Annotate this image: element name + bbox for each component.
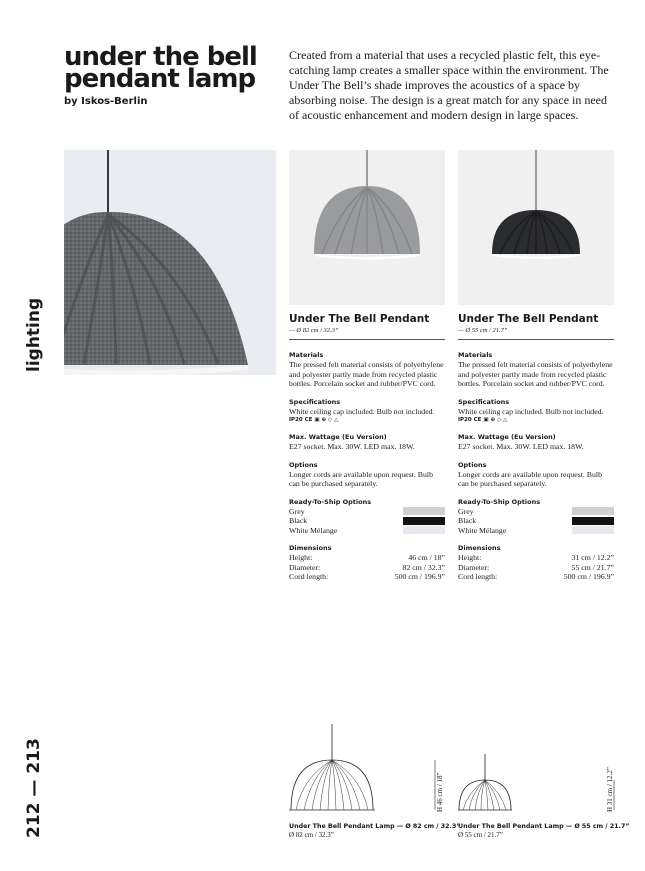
page-numbers: 212 — 213 — [24, 738, 44, 838]
dim-value: 46 cm / 18” — [408, 553, 445, 562]
drawing-caption-sub: Ø 55 cm / 21.7” — [458, 831, 503, 839]
dim-label: Diameter: — [289, 562, 321, 572]
intro-paragraph: Created from a material that uses a recycled plastic felt, this eye-catching lamp creates a smaller space within the environment. The Under The Bell’s shade improves the acoustics of a space by absorbing noise. The design is a great match for any space in need of acoustic enhancement and modern design in large spaces. — [289, 48, 609, 122]
line-drawing-82cm — [289, 722, 439, 814]
option-white-melange — [289, 526, 445, 536]
wattage-text: E27 socket. Max. 30W. LED max. 18W. — [458, 442, 584, 451]
drawing-caption-title: Under The Bell Pendant Lamp — Ø 55 cm / 21.7” — [458, 823, 630, 830]
page-title — [64, 42, 257, 94]
option-label: Black — [289, 516, 308, 525]
specifications-text: White ceiling cap included. Bulb not included. — [289, 406, 435, 416]
drawing-caption-82cm — [289, 822, 461, 840]
option-black — [458, 516, 614, 526]
drawing-caption-title: Under The Bell Pendant Lamp — Ø 82 cm / 32.3” — [289, 823, 461, 830]
dim-value: 55 cm / 21.7” — [571, 562, 614, 572]
specifications-text: White ceiling cap included. Bulb not included. — [458, 406, 604, 416]
materials-text: The pressed felt material consists of polyethylene and polyester partly made from recycled plastic bottles. Porcelain socket and rubber/PVC cord. — [458, 360, 613, 388]
option-label: Black — [458, 516, 477, 525]
option-label: Grey — [458, 506, 474, 516]
drawing-height-label: H 31 cm / 12.2” — [606, 767, 614, 812]
grey-lamp-closeup-image — [64, 150, 276, 375]
white-melange-swatch — [403, 526, 445, 534]
dimension-row-diameter — [289, 563, 445, 573]
dim-label: Height: — [289, 553, 313, 562]
dim-label: Cord length: — [458, 572, 498, 581]
line-drawing-55cm — [458, 752, 618, 814]
black-pendant-photo — [458, 150, 614, 305]
product-name: Under The Bell Pendant — [289, 313, 430, 325]
black-swatch — [572, 517, 614, 525]
option-white-melange — [458, 526, 614, 536]
dim-label: Cord length: — [289, 572, 329, 581]
option-label: Grey — [289, 506, 305, 516]
dim-value: 31 cm / 12.2” — [571, 553, 614, 562]
white-melange-swatch — [572, 526, 614, 534]
option-label: White Mélange — [458, 525, 507, 535]
dimension-row-height — [458, 553, 614, 563]
option-black — [289, 516, 445, 526]
grey-swatch — [572, 507, 614, 515]
grey-swatch — [403, 507, 445, 515]
product-dimension: — Ø 82 cm / 32.3” — [289, 327, 339, 334]
product-dimension: — Ø 55 cm / 21.7” — [458, 327, 508, 334]
materials-heading: Materials — [458, 351, 493, 359]
dim-value: 82 cm / 32.3” — [402, 562, 445, 572]
certification-icons: IP20 CE ▣ ⊕ ◇ △ — [289, 417, 339, 423]
title-line-2: pendant lamp — [64, 64, 256, 94]
options-text: Longer cords are available upon request. Bulb can be purchased separately. — [289, 469, 433, 488]
ready-to-ship-heading: Ready-To-Ship Options — [289, 497, 372, 506]
materials-heading: Materials — [289, 351, 324, 359]
option-grey — [458, 507, 614, 517]
hero-lamp-photo — [64, 150, 276, 375]
dimension-row-height — [289, 553, 445, 563]
materials-text: The pressed felt material consists of polyethylene and polyester partly made from recycled plastic bottles. Porcelain socket and rubber/PVC cord. — [289, 360, 444, 388]
dimension-row-cord — [289, 572, 445, 582]
grey-pendant-photo — [289, 150, 445, 305]
options-text: Longer cords are available upon request. Bulb can be purchased separately. — [458, 469, 602, 488]
dimensions-heading: Dimensions — [289, 544, 332, 552]
drawing-height-label: H 46 cm / 18” — [436, 772, 444, 812]
certification-icons: IP20 CE ▣ ⊕ ◇ △ — [458, 417, 508, 423]
divider — [458, 339, 614, 340]
designer-byline: by Iskos-Berlin — [64, 96, 148, 107]
option-label: White Mélange — [289, 525, 338, 535]
black-lamp-image — [458, 150, 614, 305]
wattage-text: E27 socket. Max. 30W. LED max. 18W. — [289, 442, 415, 451]
divider — [289, 339, 445, 340]
product-spec-82cm — [289, 313, 445, 582]
section-label: lighting — [24, 297, 44, 372]
black-swatch — [403, 517, 445, 525]
dimension-row-diameter — [458, 563, 614, 573]
product-name: Under The Bell Pendant — [458, 313, 599, 325]
dim-value: 500 cm / 196.9” — [394, 572, 445, 581]
product-spec-55cm — [458, 313, 614, 582]
specifications-heading: Specifications — [458, 397, 510, 406]
dimension-row-cord — [458, 572, 614, 582]
grey-lamp-image — [289, 150, 445, 305]
dimensions-heading: Dimensions — [458, 544, 501, 552]
specifications-heading: Specifications — [289, 397, 341, 406]
options-heading: Options — [289, 460, 318, 469]
dim-value: 500 cm / 196.9” — [563, 572, 614, 581]
options-heading: Options — [458, 460, 487, 469]
title-line-1: under the bell — [64, 42, 257, 72]
wattage-heading: Max. Wattage (Eu Version) — [289, 433, 387, 441]
dim-label: Height: — [458, 553, 482, 562]
ready-to-ship-heading: Ready-To-Ship Options — [458, 497, 541, 506]
dim-label: Diameter: — [458, 562, 490, 572]
wattage-heading: Max. Wattage (Eu Version) — [458, 433, 556, 441]
drawing-caption-sub: Ø 82 cm / 32.3” — [289, 831, 334, 839]
option-grey — [289, 507, 445, 517]
drawing-caption-55cm — [458, 822, 630, 840]
